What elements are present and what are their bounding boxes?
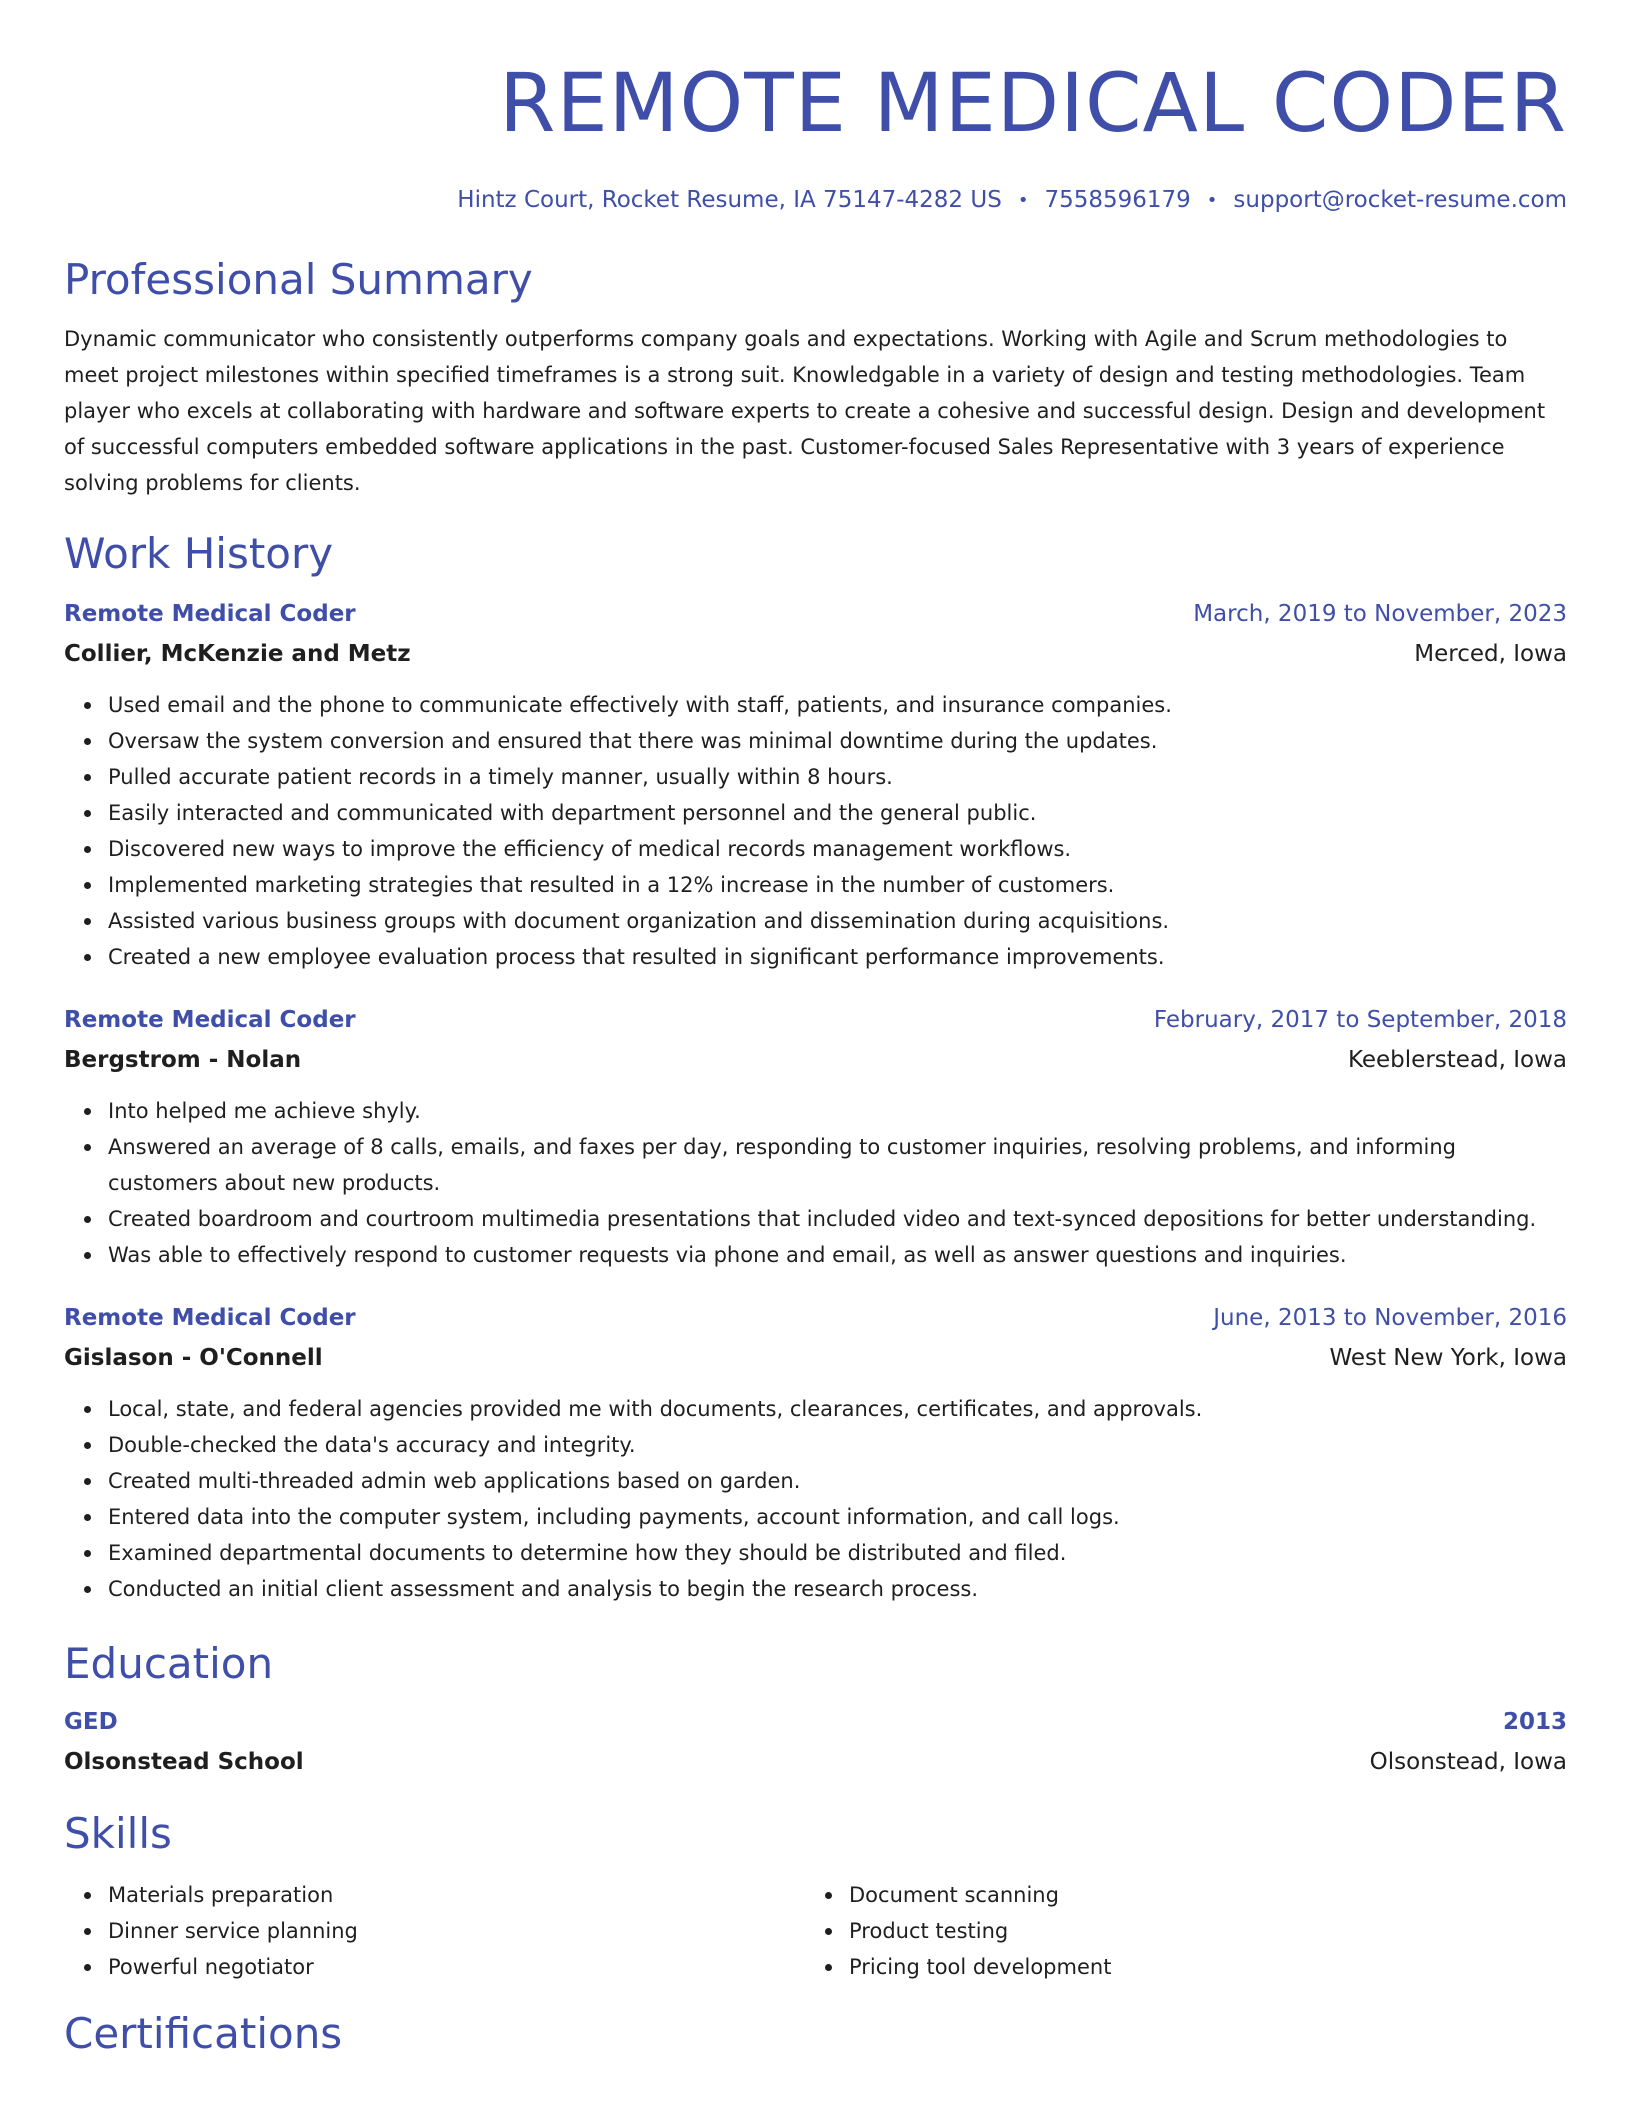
job-entry xyxy=(64,1303,1567,1607)
job-duty-item: Easily interacted and communicated with department personnel and the general public. xyxy=(108,795,1567,831)
job-entry xyxy=(64,599,1567,975)
resume-page xyxy=(64,0,1567,2059)
skill-item: Product testing xyxy=(849,1913,1546,1949)
job-duty-item: Created a new employee evaluation process that resulted in significant performance improvements. xyxy=(108,939,1567,975)
summary-heading: Professional Summary xyxy=(64,255,533,304)
skill-item: Powerful negotiator xyxy=(108,1949,805,1985)
job-location: West New York, Iowa xyxy=(1329,1345,1567,1371)
job-title: Remote Medical Coder xyxy=(64,1305,356,1331)
job-company: Bergstrom - Nolan xyxy=(64,1047,302,1073)
contact-phone: 7558596179 xyxy=(1044,187,1191,213)
candidate-name: REMOTE MEDICAL CODER xyxy=(499,57,1567,151)
education-entry xyxy=(64,1707,1567,1777)
job-company: Collier, McKenzie and Metz xyxy=(64,641,411,667)
education-year: 2013 xyxy=(1502,1709,1567,1735)
job-location: Merced, Iowa xyxy=(1414,641,1567,667)
job-location: Keeblerstead, Iowa xyxy=(1347,1047,1567,1073)
work-history-list xyxy=(64,599,1567,1607)
summary-text: Dynamic communicator who consistently outperforms company goals and expectations. Working with Agile and Scrum methodologies to meet project milestones within specified timeframes is a strong suit. Knowledgable in a variety of design and testing methodologies. Team player who excels at collaborating with hardware and software experts to create a cohesive and successful design. Design and development of successful computers embedded software applications in the past. Customer-focused Sales Representative with 3 years of experience solving problems for clients. xyxy=(64,327,1546,495)
certifications-heading: Certifications xyxy=(64,2009,343,2058)
job-dates: March, 2019 to November, 2023 xyxy=(1193,601,1567,627)
job-duties-list xyxy=(64,1093,1567,1273)
skills-column-left xyxy=(64,1877,805,1985)
job-duty-item: Discovered new ways to improve the efficiency of medical records management workflows. xyxy=(108,831,1567,867)
education-degree: GED xyxy=(64,1709,118,1735)
job-duty-item: Double-checked the data's accuracy and integrity. xyxy=(108,1427,1567,1463)
skills-heading: Skills xyxy=(64,1809,172,1858)
job-duty-item: Was able to effectively respond to customer requests via phone and email, as well as answer questions and inquiries. xyxy=(108,1237,1567,1273)
job-dates: February, 2017 to September, 2018 xyxy=(1153,1007,1567,1033)
job-duties-list xyxy=(64,687,1567,975)
skill-item: Pricing tool development xyxy=(849,1949,1546,1985)
contact-email: support@rocket-resume.com xyxy=(1233,187,1567,213)
job-duty-item: Conducted an initial client assessment and analysis to begin the research process. xyxy=(108,1571,1567,1607)
contact-line xyxy=(64,186,1567,215)
work-history-heading: Work History xyxy=(64,529,334,578)
education-heading: Education xyxy=(64,1639,274,1688)
skill-item: Materials preparation xyxy=(108,1877,805,1913)
job-duty-item: Implemented marketing strategies that resulted in a 12% increase in the number of customers. xyxy=(108,867,1567,903)
job-duty-item: Created boardroom and courtroom multimedia presentations that included video and text-synced depositions for better understanding. xyxy=(108,1201,1567,1237)
education-location: Olsonstead, Iowa xyxy=(1369,1749,1567,1775)
job-duty-item: Oversaw the system conversion and ensured that there was minimal downtime during the updates. xyxy=(108,723,1567,759)
education-school: Olsonstead School xyxy=(64,1749,304,1775)
skill-item: Document scanning xyxy=(849,1877,1546,1913)
job-duty-item: Answered an average of 8 calls, emails, and faxes per day, responding to customer inquiries, resolving problems, and informing customers about new products. xyxy=(108,1129,1567,1201)
job-company: Gislason - O'Connell xyxy=(64,1345,323,1371)
job-duty-item: Created multi-threaded admin web applications based on garden. xyxy=(108,1463,1567,1499)
skills-grid xyxy=(64,1871,1567,1985)
job-entry xyxy=(64,1005,1567,1273)
skills-column-right xyxy=(805,1877,1546,1985)
job-duty-item: Used email and the phone to communicate effectively with staff, patients, and insurance companies. xyxy=(108,687,1567,723)
job-duty-item: Into helped me achieve shyly. xyxy=(108,1093,1567,1129)
contact-separator: • xyxy=(1017,190,1029,211)
job-title: Remote Medical Coder xyxy=(64,1007,356,1033)
contact-separator: • xyxy=(1206,190,1218,211)
job-duty-item: Assisted various business groups with document organization and dissemination during acquisitions. xyxy=(108,903,1567,939)
job-duty-item: Entered data into the computer system, including payments, account information, and call logs. xyxy=(108,1499,1567,1535)
contact-address: Hintz Court, Rocket Resume, IA 75147-4282 US xyxy=(457,187,1002,213)
job-title: Remote Medical Coder xyxy=(64,601,356,627)
job-duty-item: Examined departmental documents to determine how they should be distributed and filed. xyxy=(108,1535,1567,1571)
job-duty-item: Pulled accurate patient records in a timely manner, usually within 8 hours. xyxy=(108,759,1567,795)
job-dates: June, 2013 to November, 2016 xyxy=(1213,1305,1567,1331)
job-duty-item: Local, state, and federal agencies provided me with documents, clearances, certificates, and approvals. xyxy=(108,1391,1567,1427)
job-duties-list xyxy=(64,1391,1567,1607)
skill-item: Dinner service planning xyxy=(108,1913,805,1949)
